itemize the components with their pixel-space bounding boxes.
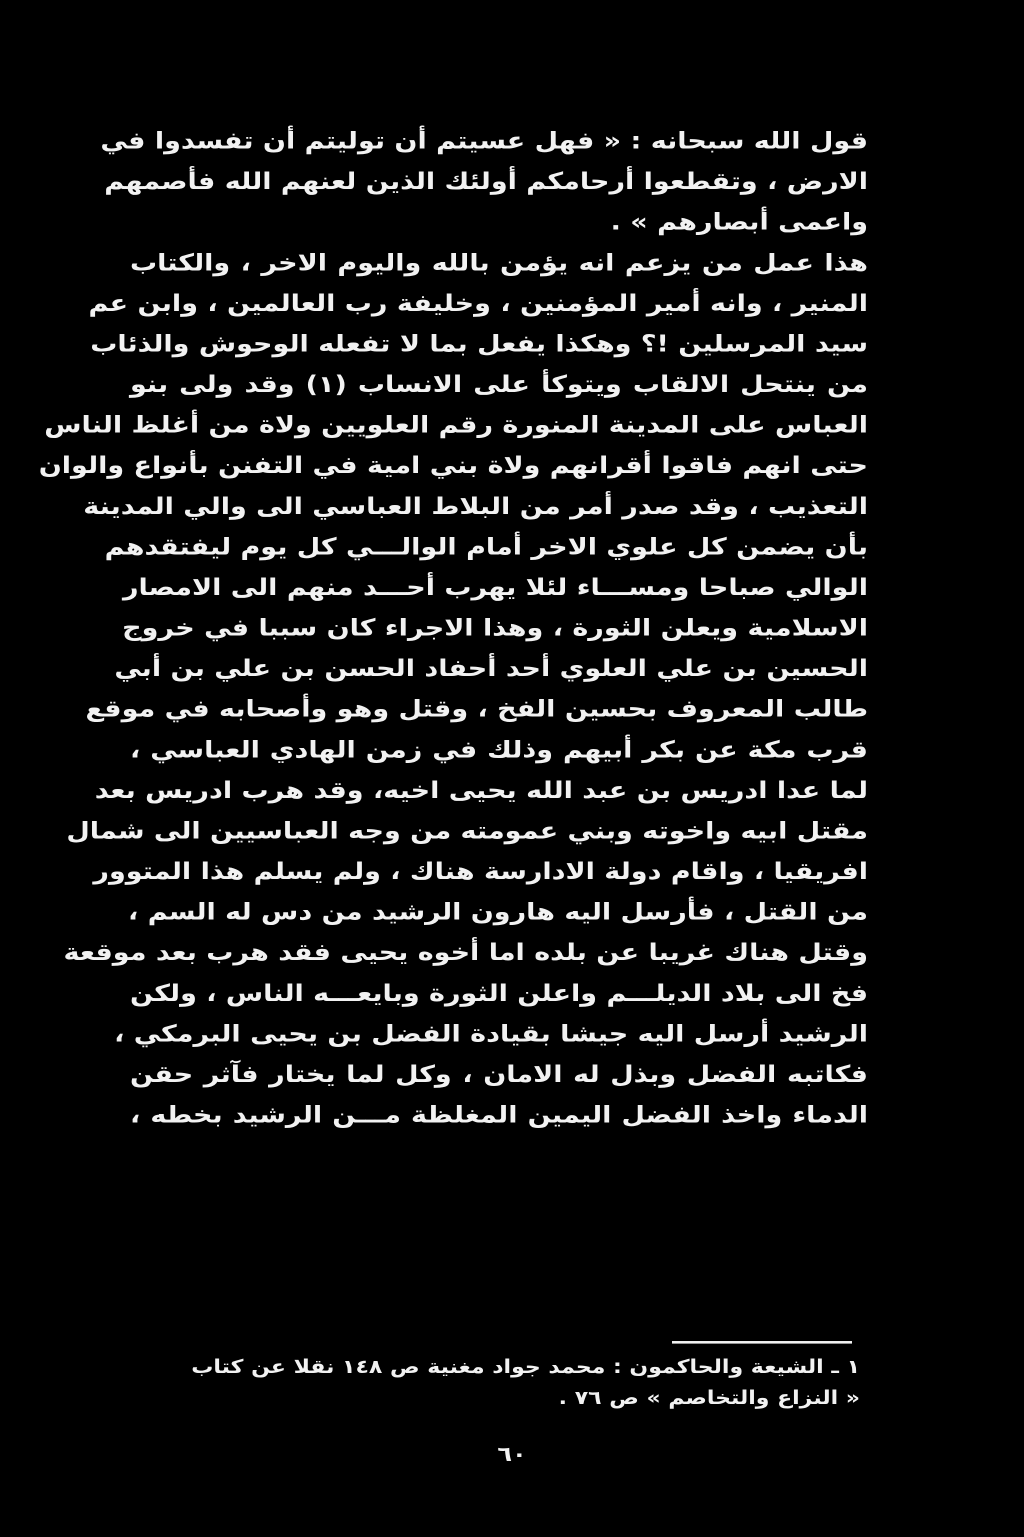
body-line: مقتل ابيه واخوته وبني عمومته من وجه العباسيين الى شمال — [66, 817, 868, 845]
footnote-line: ١ ـ الشيعة والحاكمون : محمد جواد مغنية ص ١٤٨ نقلا عن كتاب — [191, 1356, 860, 1379]
body-line: الدماء واخذ الفضل اليمين المغلظة مـــن الرشيد بخطه ، — [130, 1101, 868, 1129]
body-line: فخ الى بلاد الديلـــم واعلن الثورة وبايعـــه الناس ، ولكن — [129, 980, 868, 1007]
footnote-separator — [672, 1341, 852, 1344]
body-line: حتى انهم فاقوا أقرانهم ولاة بني امية في التفنن بأنواع والوان — [38, 452, 868, 480]
footnotes — [160, 1352, 860, 1414]
body-text — [38, 121, 868, 1136]
body-line: الوالي صباحا ومســـاء لئلا يهرب أحـــد منهم الى الامصار — [122, 574, 868, 601]
body-line: من ينتحل الالقاب ويتوكأ على الانساب (١) وقد ولى بنو — [130, 371, 868, 399]
body-line: قرب مكة عن بكر أبيهم وذلك في زمن الهادي العباسي ، — [130, 736, 868, 764]
body-line: وقتل هناك غريبا عن بلده اما أخوه يحيى فقد هرب بعد موقعة — [63, 939, 868, 967]
body-line: واعمى أبصارهم » . — [610, 208, 868, 236]
body-line: الرشيد أرسل اليه جيشا بقيادة الفضل بن يحيى البرمكي ، — [114, 1020, 868, 1048]
body-line: بأن يضمن كل علوي الاخر أمام الوالـــي كل يوم ليفتقدهم — [104, 533, 868, 561]
footnote-line: « النزاع والتخاصم » ص ٧٦ . — [558, 1387, 860, 1410]
body-line: الحسين بن علي العلوي أحد أحفاد الحسن بن علي بن أبي — [114, 655, 868, 683]
body-line: المنير ، وانه أمير المؤمنين ، وخليفة رب العالمين ، وابن عم — [88, 290, 868, 317]
body-line: فكاتبه الفضل وبذل له الامان ، وكل لما يختار فآثر حقن — [130, 1061, 868, 1089]
body-line: التعذيب ، وقد صدر أمر من البلاط العباسي الى والي المدينة — [83, 493, 868, 520]
page-number: ٦٠ — [497, 1442, 527, 1467]
body-line: طالب المعروف بحسين الفخ ، وقتل وهو وأصحابه في موقع — [85, 695, 868, 723]
body-line: من القتل ، فأرسل اليه هارون الرشيد من دس له السم ، — [128, 898, 868, 926]
body-line: سيد المرسلين !؟ وهكذا يفعل بما لا تفعله الوحوش والذئاب — [90, 330, 868, 358]
body-line: العباس على المدينة المنورة رقم العلويين ولاة من أغلظ الناس — [44, 411, 868, 439]
body-line: لما عدا ادريس بن عبد الله يحيى اخيه، وقد هرب ادريس بعد — [94, 777, 868, 804]
body-line: هذا عمل من يزعم انه يؤمن بالله واليوم الاخر ، والكتاب — [130, 249, 868, 277]
body-line: الارض ، وتقطعوا أرحامكم أولئك الذين لعنهم الله فأصمهم — [104, 168, 868, 196]
body-line: الاسلامية ويعلن الثورة ، وهذا الاجراء كان سببا في خروج — [122, 614, 868, 642]
body-line: قول الله سبحانه : « فهل عسيتم أن توليتم أن تفسدوا في — [100, 127, 868, 155]
body-line: افريقيا ، واقام دولة الادارسة هناك ، ولم يسلم هذا المتوور — [93, 858, 868, 886]
